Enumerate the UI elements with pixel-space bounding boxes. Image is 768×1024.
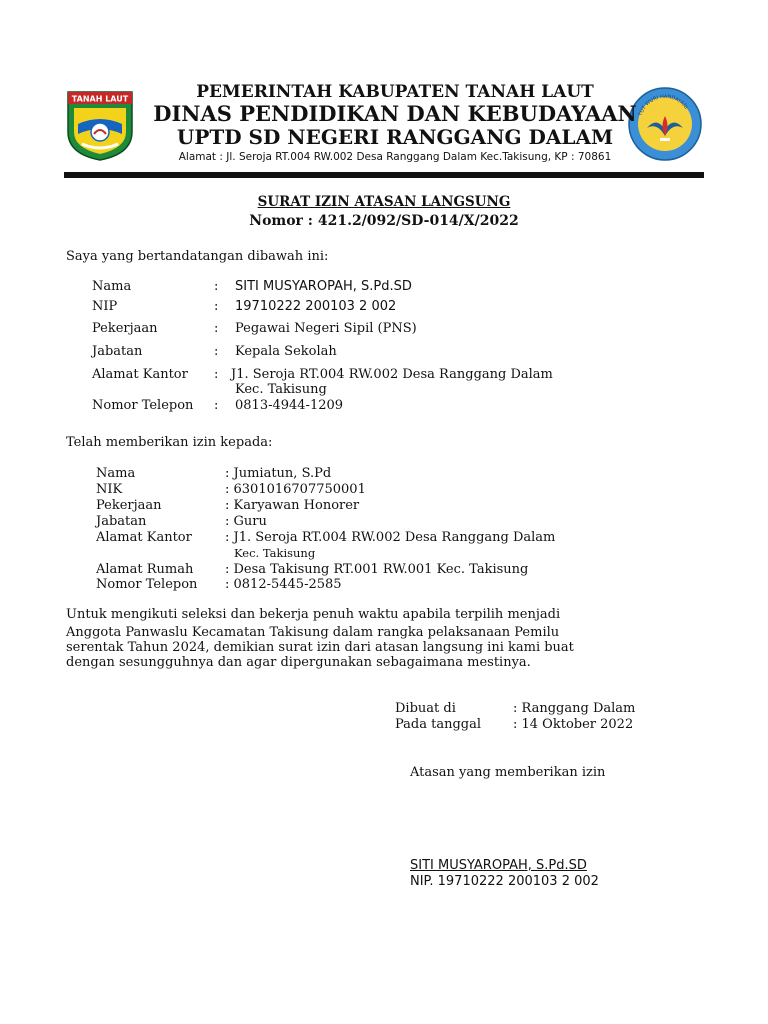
recipient-label-phone: Nomor Telepon bbox=[96, 577, 198, 592]
right-logo-text: TUT WURI HANDAYANI bbox=[637, 93, 689, 117]
letterhead-school: UPTD SD NEGERI RANGGANG DALAM bbox=[176, 125, 614, 149]
signatory-role: Atasan yang memberikan izin bbox=[410, 765, 606, 780]
letter-number: Nomor : 421.2/092/SD-014/X/2022 bbox=[249, 213, 519, 229]
recipient-label-home: Alamat Rumah bbox=[96, 562, 194, 577]
intro-text: Saya yang bertandatangan dibawah ini: bbox=[66, 249, 329, 264]
signer-colon-position: : bbox=[214, 344, 219, 359]
signer-value-job: Pegawai Negeri Sipil (PNS) bbox=[235, 321, 417, 336]
signer-value-phone: 0813-4944-1209 bbox=[235, 398, 344, 413]
signer-value-position: Kepala Sekolah bbox=[235, 344, 337, 359]
date-value: : 14 Oktober 2022 bbox=[513, 717, 634, 732]
recipient-value-position: : Guru bbox=[225, 514, 267, 529]
body-line: dengan sesungguhnya dan agar dipergunakan sebagaimana mestinya. bbox=[66, 655, 531, 670]
signer-label-office: Alamat Kantor bbox=[92, 367, 188, 382]
recipient-label-job: Pekerjaan bbox=[96, 498, 162, 513]
recipient-value-name: : Jumiatun, S.Pd bbox=[225, 466, 332, 481]
signer-value-office: J1. Seroja RT.004 RW.002 Desa Ranggang Dalam bbox=[231, 367, 553, 382]
made-in-label: Dibuat di bbox=[395, 701, 456, 716]
signer-label-job: Pekerjaan bbox=[92, 321, 158, 336]
body-line: serentak Tahun 2024, demikian surat izin dari atasan langsung ini kami buat bbox=[66, 640, 574, 655]
recipient-value-office: : J1. Seroja RT.004 RW.002 Desa Ranggang Dalam bbox=[225, 530, 556, 545]
signer-value-office-line2: Kec. Takisung bbox=[235, 382, 327, 397]
made-in-value: : Ranggang Dalam bbox=[513, 701, 636, 716]
signer-colon-nip: : bbox=[214, 299, 219, 314]
date-label: Pada tanggal bbox=[395, 717, 482, 732]
letterhead-department: DINAS PENDIDIKAN DAN KEBUDAYAAN bbox=[153, 101, 637, 126]
recipient-value-nik: : 6301016707750001 bbox=[225, 482, 366, 497]
body-line: Untuk mengikuti seleksi dan bekerja penuh waktu apabila terpilih menjadi bbox=[66, 607, 561, 622]
signatory-name: SITI MUSYAROPAH, S.Pd.SD bbox=[410, 858, 587, 873]
signer-colon-name: : bbox=[214, 279, 219, 294]
letterhead-government: PEMERINTAH KABUPATEN TANAH LAUT bbox=[196, 82, 594, 102]
recipient-label-name: Nama bbox=[96, 466, 136, 481]
body-line: Anggota Panwaslu Kecamatan Takisung dalam rangka pelaksanaan Pemilu bbox=[66, 625, 560, 640]
letterhead-divider bbox=[64, 172, 704, 178]
recipient-value-phone: : 0812-5445-2585 bbox=[225, 577, 342, 592]
signer-colon-office: : bbox=[214, 367, 219, 382]
letter-title: SURAT IZIN ATASAN LANGSUNG bbox=[257, 194, 511, 210]
given-to-text: Telah memberikan izin kepada: bbox=[66, 435, 273, 450]
signer-label-position: Jabatan bbox=[92, 344, 143, 359]
signer-colon-phone: : bbox=[214, 398, 219, 413]
signer-label-name: Nama bbox=[92, 279, 132, 294]
recipient-value-job: : Karyawan Honorer bbox=[225, 498, 360, 513]
signer-value-nip: 19710222 200103 2 002 bbox=[235, 299, 397, 314]
signer-colon-job: : bbox=[214, 321, 219, 336]
tanah-laut-emblem-icon bbox=[64, 88, 136, 162]
recipient-label-office: Alamat Kantor bbox=[96, 530, 192, 545]
recipient-label-nik: NIK bbox=[96, 482, 123, 497]
signer-value-name: SITI MUSYAROPAH, S.Pd.SD bbox=[235, 279, 412, 294]
recipient-label-position: Jabatan bbox=[96, 514, 147, 529]
left-logo-text: TANAH LAUT bbox=[71, 94, 129, 104]
recipient-value-home: : Desa Takisung RT.001 RW.001 Kec. Takisung bbox=[225, 562, 529, 577]
recipient-value-office-line2: Kec. Takisung bbox=[234, 546, 316, 560]
letterhead-address: Alamat : Jl. Seroja RT.004 RW.002 Desa Ranggang Dalam Kec.Takisung, KP : 70861 bbox=[178, 151, 612, 163]
signatory-nip: NIP. 19710222 200103 2 002 bbox=[410, 874, 599, 889]
signer-label-nip: NIP bbox=[92, 299, 118, 314]
signer-label-phone: Nomor Telepon bbox=[92, 398, 194, 413]
